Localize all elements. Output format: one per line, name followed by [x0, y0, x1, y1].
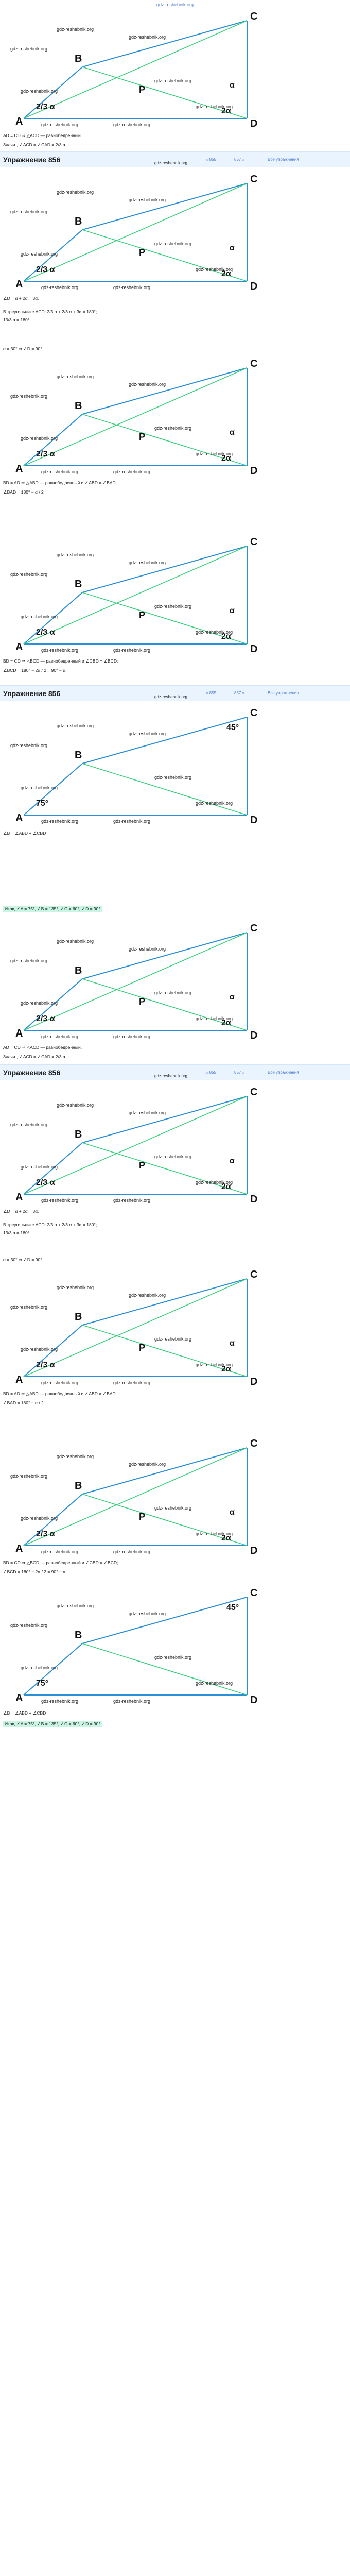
watermark: gdz-reshebnik.org	[129, 35, 166, 40]
text-line: ∠BCD = 180° − 2α / 2 = 90° − α.	[3, 1569, 67, 1574]
point-D: D	[250, 643, 258, 654]
watermark: gdz-reshebnik.org	[41, 1034, 79, 1039]
text-line: В треугольнике ACD: 2/3 α + 2/3 α + 3α = 180°;	[3, 309, 97, 314]
angle-2a: 2α	[221, 1365, 231, 1374]
point-C: C	[250, 1587, 258, 1599]
quadrilateral-diagram	[0, 922, 350, 1041]
point-B: B	[75, 1480, 82, 1492]
text-line: BD = CD ⇒ △BCD — равнобедренный и ∠CBD = ∠BCD;	[3, 658, 118, 664]
quadrilateral-diagram	[0, 173, 350, 292]
angle-2a: 2α	[221, 1182, 231, 1191]
angle-2a: 2α	[221, 107, 231, 115]
site-link[interactable]: gdz-reshebnik.org	[156, 2, 194, 7]
angle-a: α	[230, 428, 235, 437]
watermark: gdz-reshebnik.org	[154, 241, 192, 246]
text-line: α = 30° ⇒ ∠D = 90°.	[3, 1257, 43, 1262]
point-A: A	[15, 1374, 23, 1385]
watermark: gdz-reshebnik.org	[57, 190, 94, 195]
watermark: gdz-reshebnik.org	[57, 723, 94, 728]
exercise-header	[0, 1064, 350, 1080]
figure-2	[0, 173, 350, 292]
angle-75: 75°	[36, 799, 49, 808]
angle-2a: 2α	[221, 1019, 231, 1027]
watermark: gdz-reshebnik.org	[10, 1304, 48, 1310]
watermark: gdz-reshebnik.org	[154, 78, 192, 83]
watermark: gdz-reshebnik.org	[10, 958, 48, 963]
text-line: ∠BCD = 180° − 2α / 2 = 90° − α.	[3, 668, 67, 673]
point-A: A	[15, 1543, 23, 1554]
text-line: ∠BAD = 180° − α / 2	[3, 1400, 44, 1405]
figure-7	[0, 1086, 350, 1205]
point-D: D	[250, 815, 258, 825]
point-P: P	[139, 247, 146, 258]
text-line: 13/3 α = 180°;	[3, 317, 31, 323]
quadrilateral-diagram	[0, 1086, 350, 1205]
text-line: ∠D = α + 2α = 3α.	[3, 296, 39, 301]
figure-8	[0, 1268, 350, 1387]
watermark: gdz-reshebnik.org	[196, 104, 233, 109]
point-P: P	[139, 432, 146, 442]
watermark: gdz-reshebnik.org	[41, 122, 79, 127]
prev-link[interactable]: « 855	[206, 157, 217, 162]
point-B: B	[75, 216, 82, 227]
point-B: B	[75, 53, 82, 64]
angle-a: α	[230, 993, 235, 1002]
watermark: gdz-reshebnik.org	[21, 1164, 58, 1170]
text-line: ∠D = α + 2α = 3α.	[3, 1209, 39, 1214]
angle-a: α	[230, 81, 235, 90]
text-line: BD = CD ⇒ △BCD — равнобедренный и ∠CBD = ∠BCD;	[3, 1560, 118, 1565]
watermark: gdz-reshebnik.org	[154, 1154, 192, 1159]
text-line: ∠B = ∠ABD + ∠CBD	[3, 831, 46, 836]
point-A: A	[15, 641, 23, 653]
text-line: В треугольнике ACD: 2/3 α + 2/3 α + 3α = 180°;	[3, 1222, 97, 1227]
angle-alpha: 2/3 α	[36, 1361, 55, 1369]
exercise-title: Упражнение 856	[3, 689, 61, 698]
watermark: gdz-reshebnik.org	[41, 1380, 79, 1385]
watermark: gdz-reshebnik.org	[154, 1505, 192, 1511]
text-line: BD = AD ⇒ △ABD — равнобедренный и ∠ABD = ∠BAD.	[3, 1391, 117, 1396]
watermark: gdz-reshebnik.org	[113, 1699, 151, 1704]
point-A: A	[15, 116, 23, 127]
quadrilateral-diagram	[0, 358, 350, 476]
answer-highlight: Итак, ∠A = 75°, ∠B = 135°, ∠C = 60°, ∠D = 90°	[3, 906, 102, 912]
text-line: 13/3 α = 180°;	[3, 1230, 31, 1235]
angle-a: α	[230, 1508, 235, 1517]
angle-alpha: 2/3 α	[36, 1530, 55, 1538]
watermark: gdz-reshebnik.org	[154, 161, 188, 165]
exercise-header	[0, 685, 350, 701]
watermark: gdz-reshebnik.org	[57, 27, 94, 32]
watermark: gdz-reshebnik.org	[57, 552, 94, 557]
point-B: B	[75, 750, 82, 761]
point-C: C	[250, 707, 258, 719]
exercise-header	[0, 151, 350, 167]
watermark: gdz-reshebnik.org	[196, 630, 233, 635]
point-P: P	[139, 1343, 146, 1353]
point-C: C	[250, 174, 258, 185]
point-D: D	[250, 1194, 258, 1205]
watermark: gdz-reshebnik.org	[41, 469, 79, 474]
watermark: gdz-reshebnik.org	[10, 1473, 48, 1479]
point-B: B	[75, 1630, 82, 1641]
watermark: gdz-reshebnik.org	[57, 1285, 94, 1290]
quadrilateral-diagram	[0, 1268, 350, 1387]
text-line: BD = AD ⇒ △ABD — равнобедренный и ∠ABD = ∠BAD.	[3, 480, 117, 485]
text-line: Значит, ∠ACD = ∠CAD = 2/3 α	[3, 1054, 65, 1059]
angle-alpha: 2/3 α	[36, 265, 55, 274]
quadrilateral-diagram	[0, 1587, 350, 1705]
watermark: gdz-reshebnik.org	[41, 819, 79, 824]
text-line: ∠B = ∠ABD + ∠CBD	[3, 1710, 46, 1716]
watermark: gdz-reshebnik.org	[41, 1699, 79, 1704]
watermark: gdz-reshebnik.org	[154, 426, 192, 431]
text-line: AD = CD ⇒ △ACD — равнобедренный.	[3, 133, 82, 138]
point-C: C	[250, 1438, 258, 1449]
watermark: gdz-reshebnik.org	[21, 1516, 58, 1521]
quadrilateral-diagram	[0, 536, 350, 654]
next-link[interactable]: 857 »	[234, 157, 245, 162]
angle-a: α	[230, 244, 235, 252]
watermark: gdz-reshebnik.org	[129, 1110, 166, 1115]
watermark: gdz-reshebnik.org	[113, 469, 151, 474]
watermark: gdz-reshebnik.org	[113, 1034, 151, 1039]
watermark: gdz-reshebnik.org	[154, 1336, 192, 1342]
watermark: gdz-reshebnik.org	[154, 1074, 188, 1078]
prev-link[interactable]: « 855	[206, 691, 217, 696]
angle-alpha: 2/3 α	[36, 1014, 55, 1023]
point-D: D	[250, 465, 258, 476]
watermark: gdz-reshebnik.org	[196, 1180, 233, 1185]
watermark: gdz-reshebnik.org	[129, 946, 166, 952]
angle-alpha: 2/3 α	[36, 450, 55, 459]
exercise-title: Упражнение 856	[3, 156, 61, 164]
watermark: gdz-reshebnik.org	[154, 604, 192, 609]
watermark: gdz-reshebnik.org	[41, 648, 79, 653]
watermark: gdz-reshebnik.org	[113, 122, 151, 127]
watermark: gdz-reshebnik.org	[57, 939, 94, 944]
point-D: D	[250, 1030, 258, 1041]
all-exercises-link[interactable]: Все упражнения	[268, 691, 299, 696]
point-A: A	[15, 463, 23, 474]
point-A: A	[15, 1028, 23, 1039]
watermark: gdz-reshebnik.org	[21, 1347, 58, 1352]
point-C: C	[250, 358, 258, 369]
point-A: A	[15, 1692, 23, 1704]
watermark: gdz-reshebnik.org	[21, 1665, 58, 1670]
watermark: gdz-reshebnik.org	[10, 394, 48, 399]
watermark: gdz-reshebnik.org	[113, 1549, 151, 1554]
point-A: A	[15, 279, 23, 290]
watermark: gdz-reshebnik.org	[21, 89, 58, 94]
point-P: P	[139, 610, 146, 620]
text-line: ∠BAD = 180° − α / 2	[3, 489, 44, 495]
figure-10	[0, 1587, 350, 1705]
watermark: gdz-reshebnik.org	[113, 1198, 151, 1203]
point-B: B	[75, 1129, 82, 1140]
point-C: C	[250, 1087, 258, 1098]
point-C: C	[250, 11, 258, 22]
watermark: gdz-reshebnik.org	[129, 1611, 166, 1616]
angle-a: α	[230, 1339, 235, 1348]
point-C: C	[250, 923, 258, 934]
watermark: gdz-reshebnik.org	[57, 1454, 94, 1459]
point-C: C	[250, 536, 258, 548]
text-line: α = 30° ⇒ ∠D = 90°.	[3, 346, 43, 351]
angle-a: α	[230, 1157, 235, 1165]
watermark: gdz-reshebnik.org	[129, 560, 166, 565]
watermark: gdz-reshebnik.org	[113, 1380, 151, 1385]
watermark: gdz-reshebnik.org	[57, 1603, 94, 1608]
watermark: gdz-reshebnik.org	[21, 251, 58, 257]
watermark: gdz-reshebnik.org	[154, 990, 192, 995]
watermark: gdz-reshebnik.org	[154, 1655, 192, 1660]
angle-a: α	[230, 606, 235, 615]
watermark: gdz-reshebnik.org	[113, 819, 151, 824]
watermark: gdz-reshebnik.org	[21, 785, 58, 790]
quadrilateral-diagram	[0, 1437, 350, 1556]
next-link[interactable]: 857 »	[234, 1070, 245, 1075]
figure-6	[0, 922, 350, 1041]
angle-alpha: 2/3 α	[36, 628, 55, 637]
prev-link[interactable]: « 855	[206, 1070, 217, 1075]
angle-2a: 2α	[221, 632, 231, 641]
watermark: gdz-reshebnik.org	[10, 209, 48, 214]
watermark: gdz-reshebnik.org	[10, 1623, 48, 1628]
point-D: D	[250, 281, 258, 292]
point-B: B	[75, 1311, 82, 1323]
watermark: gdz-reshebnik.org	[196, 267, 233, 272]
watermark: gdz-reshebnik.org	[196, 451, 233, 456]
point-A: A	[15, 812, 23, 824]
watermark: gdz-reshebnik.org	[154, 694, 188, 699]
watermark: gdz-reshebnik.org	[10, 743, 48, 748]
watermark: gdz-reshebnik.org	[196, 1016, 233, 1021]
point-B: B	[75, 400, 82, 412]
watermark: gdz-reshebnik.org	[41, 285, 79, 290]
angle-alpha: 2/3 α	[36, 1178, 55, 1187]
watermark: gdz-reshebnik.org	[129, 197, 166, 202]
figure-5	[0, 707, 350, 825]
point-P: P	[139, 1512, 146, 1522]
quadrilateral-diagram	[0, 707, 350, 825]
watermark: gdz-reshebnik.org	[57, 1103, 94, 1108]
all-exercises-link[interactable]: Все упражнения	[268, 1070, 299, 1075]
answer-highlight: Итак, ∠A = 75°, ∠B = 135°, ∠C = 60°, ∠D = 90°	[3, 1721, 102, 1727]
angle-45: 45°	[226, 723, 239, 732]
watermark: gdz-reshebnik.org	[154, 775, 192, 780]
angle-alpha: 2/3 α	[36, 103, 55, 111]
point-P: P	[139, 84, 146, 95]
watermark: gdz-reshebnik.org	[113, 285, 151, 290]
point-B: B	[75, 965, 82, 976]
quadrilateral-diagram	[0, 10, 350, 129]
watermark: gdz-reshebnik.org	[41, 1549, 79, 1554]
text-line: AD = CD ⇒ △ACD — равнобедренный.	[3, 1045, 82, 1050]
all-exercises-link[interactable]: Все упражнения	[268, 157, 299, 162]
point-D: D	[250, 118, 258, 129]
watermark: gdz-reshebnik.org	[21, 614, 58, 619]
point-D: D	[250, 1376, 258, 1387]
watermark: gdz-reshebnik.org	[10, 572, 48, 577]
next-link[interactable]: 857 »	[234, 691, 245, 696]
figure-3	[0, 358, 350, 476]
point-D: D	[250, 1694, 258, 1705]
watermark: gdz-reshebnik.org	[10, 46, 48, 52]
watermark: gdz-reshebnik.org	[10, 1122, 48, 1127]
watermark: gdz-reshebnik.org	[41, 1198, 79, 1203]
point-B: B	[75, 579, 82, 590]
point-P: P	[139, 1160, 146, 1171]
watermark: gdz-reshebnik.org	[129, 731, 166, 736]
figure-9	[0, 1437, 350, 1556]
exercise-title: Упражнение 856	[3, 1069, 61, 1077]
figure-4	[0, 536, 350, 654]
watermark: gdz-reshebnik.org	[196, 1362, 233, 1367]
figure-1	[0, 10, 350, 129]
point-D: D	[250, 1545, 258, 1556]
watermark: gdz-reshebnik.org	[21, 436, 58, 441]
watermark: gdz-reshebnik.org	[129, 382, 166, 387]
watermark: gdz-reshebnik.org	[57, 374, 94, 379]
watermark: gdz-reshebnik.org	[113, 648, 151, 653]
angle-2a: 2α	[221, 454, 231, 463]
watermark: gdz-reshebnik.org	[129, 1293, 166, 1298]
watermark: gdz-reshebnik.org	[196, 1681, 233, 1686]
angle-75: 75°	[36, 1679, 49, 1688]
point-A: A	[15, 1192, 23, 1203]
text-line: Значит, ∠ACD = ∠CAD = 2/3 α	[3, 142, 65, 147]
point-P: P	[139, 996, 146, 1007]
watermark: gdz-reshebnik.org	[129, 1462, 166, 1467]
watermark: gdz-reshebnik.org	[196, 801, 233, 806]
watermark: gdz-reshebnik.org	[196, 1531, 233, 1536]
angle-45: 45°	[226, 1603, 239, 1612]
angle-2a: 2α	[221, 1534, 231, 1543]
point-C: C	[250, 1269, 258, 1280]
angle-2a: 2α	[221, 269, 231, 278]
watermark: gdz-reshebnik.org	[21, 1001, 58, 1006]
